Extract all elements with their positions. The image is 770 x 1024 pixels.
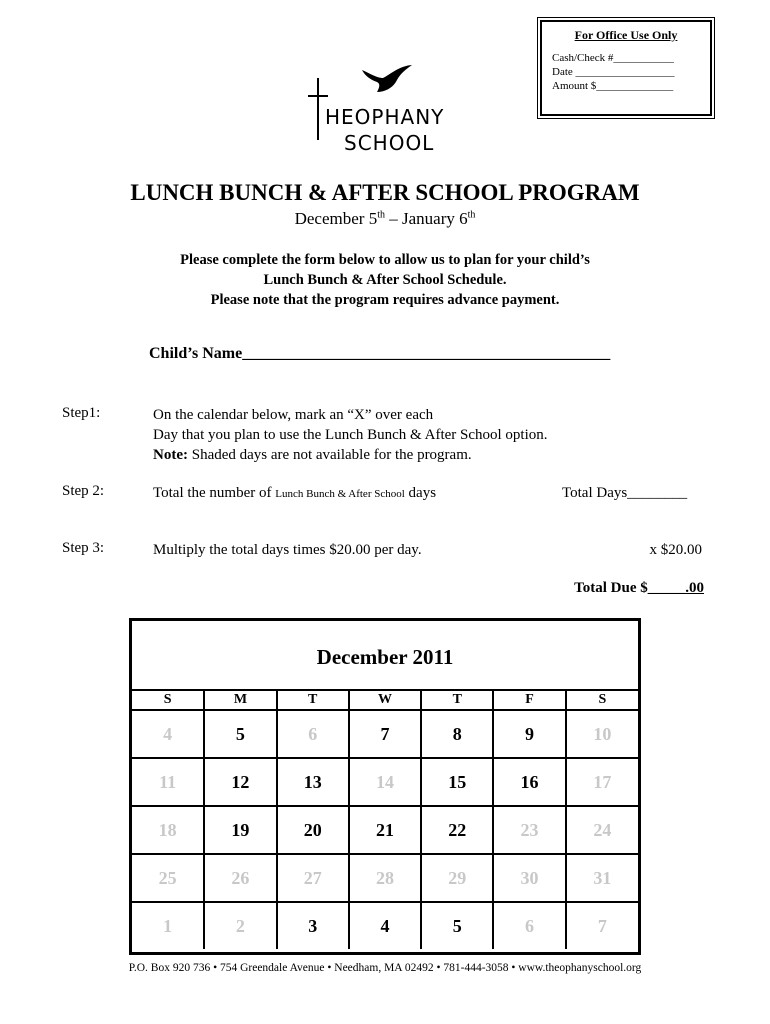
weekday-header: S xyxy=(132,691,204,710)
step3-label: Step 3: xyxy=(62,540,105,556)
calendar-day-available[interactable]: 15 xyxy=(421,758,493,806)
calendar-day-unavailable: 23 xyxy=(493,806,565,854)
office-use-inner xyxy=(540,20,712,116)
calendar-day-available[interactable]: 13 xyxy=(277,758,349,806)
calendar-day-available[interactable]: 12 xyxy=(204,758,276,806)
total-due-field[interactable] xyxy=(574,580,704,597)
calendar-day-unavailable: 29 xyxy=(421,854,493,902)
calendar-week-row xyxy=(132,854,638,902)
calendar-day-unavailable: 10 xyxy=(566,710,638,758)
calendar xyxy=(129,618,641,955)
weekday-header: M xyxy=(204,691,276,710)
weekday-header: S xyxy=(566,691,638,710)
weekday-row xyxy=(132,691,638,710)
total-due-blank xyxy=(648,580,704,596)
calendar-day-unavailable: 31 xyxy=(566,854,638,902)
instruction-line: Please complete the form below to allow us to plan for your child’s xyxy=(180,252,590,268)
office-date-field: Date __________________ xyxy=(552,66,675,78)
step2-text xyxy=(153,483,436,504)
calendar-week-row xyxy=(132,902,638,949)
step1-note xyxy=(153,445,548,465)
calendar-week-row xyxy=(132,806,638,854)
date-range-start-sup: th xyxy=(377,209,385,221)
date-range xyxy=(0,209,770,229)
total-due-blank-line: _____ xyxy=(647,580,686,596)
calendar-month: December 2011 xyxy=(316,644,454,669)
step2-text-b: Lunch Bunch & After School xyxy=(275,488,405,500)
calendar-body xyxy=(132,710,638,949)
calendar-day-available[interactable]: 7 xyxy=(349,710,421,758)
step2-label: Step 2: xyxy=(62,483,105,499)
weekday-header: T xyxy=(277,691,349,710)
date-range-start: December 5 xyxy=(294,209,378,228)
calendar-week-row xyxy=(132,710,638,758)
calendar-day-unavailable: 2 xyxy=(204,902,276,949)
step1-text xyxy=(153,405,548,465)
weekday-header: F xyxy=(493,691,565,710)
calendar-day-unavailable: 17 xyxy=(566,758,638,806)
child-name-field[interactable]: Child’s Name______________________________________________ xyxy=(149,345,611,362)
date-range-end-sup: th xyxy=(467,209,476,221)
calendar-day-available[interactable]: 9 xyxy=(493,710,565,758)
total-days-field[interactable]: Total Days________ xyxy=(562,485,688,501)
step1-note-label: Note: xyxy=(153,447,188,463)
school-logo xyxy=(305,62,455,162)
instruction-line: Please note that the program requires advance payment. xyxy=(210,292,560,308)
daily-rate: x $20.00 xyxy=(649,542,702,558)
office-use-box xyxy=(537,17,715,119)
step1-line2: Day that you plan to use the Lunch Bunch & After School option. xyxy=(153,427,548,443)
calendar-day-unavailable: 18 xyxy=(132,806,204,854)
calendar-day-available[interactable]: 16 xyxy=(493,758,565,806)
calendar-day-unavailable: 24 xyxy=(566,806,638,854)
calendar-day-available[interactable]: 5 xyxy=(204,710,276,758)
instruction-line: Lunch Bunch & After School Schedule. xyxy=(263,272,507,288)
calendar-header xyxy=(132,621,638,691)
calendar-day-available[interactable]: 3 xyxy=(277,902,349,949)
total-due-suffix: .00 xyxy=(685,580,704,596)
logo-line1: HEOPHANY xyxy=(325,105,445,129)
step2-text-c: days xyxy=(404,485,437,501)
calendar-day-unavailable: 28 xyxy=(349,854,421,902)
calendar-day-unavailable: 27 xyxy=(277,854,349,902)
weekday-header: T xyxy=(421,691,493,710)
calendar-day-unavailable: 1 xyxy=(163,915,173,936)
total-due-label: Total Due $ xyxy=(574,580,648,596)
calendar-day-unavailable: 30 xyxy=(493,854,565,902)
date-range-end: – January 6 xyxy=(384,209,468,228)
calendar-day-unavailable: 6 xyxy=(493,902,565,949)
office-amount-field: Amount $______________ xyxy=(552,80,674,92)
instructions xyxy=(0,250,770,310)
step1-note-text: Shaded days are not available for the program. xyxy=(187,447,472,463)
calendar-week-row xyxy=(132,758,638,806)
calendar-day-available[interactable]: 4 xyxy=(349,902,421,949)
calendar-day-unavailable: 26 xyxy=(204,854,276,902)
step1-line1: On the calendar below, mark an “X” over each xyxy=(153,407,434,423)
calendar-day-unavailable: 11 xyxy=(132,758,204,806)
footer-address: P.O. Box 920 736 • 754 Greendale Avenue • Needham, MA 02492 • 781-444-3058 • www.theophanyschool.org xyxy=(128,962,642,974)
calendar-day-available[interactable]: 20 xyxy=(277,806,349,854)
office-cash-check-field: Cash/Check #___________ xyxy=(552,52,674,64)
calendar-day-unavailable: 7 xyxy=(566,902,638,949)
calendar-day-available[interactable]: 21 xyxy=(349,806,421,854)
calendar-day-available[interactable]: 5 xyxy=(421,902,493,949)
step1-label: Step1: xyxy=(62,405,101,421)
calendar-grid xyxy=(132,691,638,949)
calendar-day-unavailable: 4 xyxy=(132,710,204,758)
calendar-day-available[interactable]: 22 xyxy=(421,806,493,854)
calendar-day-unavailable: 25 xyxy=(132,854,204,902)
calendar-day-unavailable: 6 xyxy=(277,710,349,758)
logo-line2: SCHOOL xyxy=(344,131,435,155)
calendar-day-available[interactable]: 8 xyxy=(421,710,493,758)
office-use-title: For Office Use Only xyxy=(574,28,678,42)
step3-text: Multiply the total days times $20.00 per day. xyxy=(153,542,422,558)
calendar-day-unavailable: 14 xyxy=(349,758,421,806)
page-title: LUNCH BUNCH & AFTER SCHOOL PROGRAM xyxy=(130,180,640,205)
weekday-header: W xyxy=(349,691,421,710)
step2-text-a: Total the number of xyxy=(153,485,276,501)
calendar-day-available[interactable]: 19 xyxy=(204,806,276,854)
